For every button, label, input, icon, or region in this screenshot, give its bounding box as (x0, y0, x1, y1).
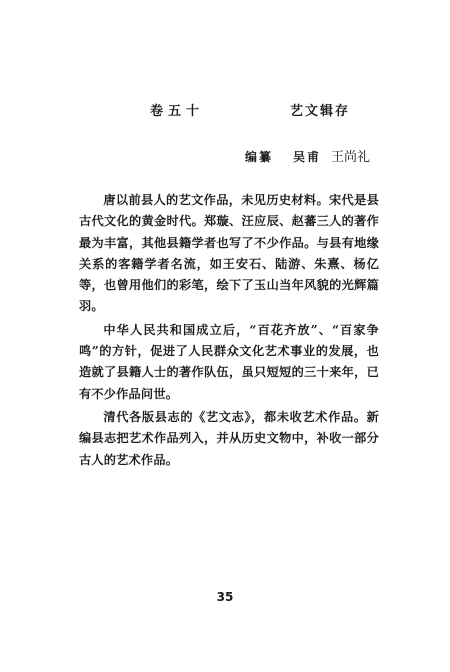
paragraph-3: 清代各版县志的《艺文志》，都未收艺术作品。新编县志把艺术作品列入，并从历史文物中，补收一部分古人的艺术作品。 (79, 409, 379, 467)
section-title: 艺文辑存 (290, 104, 351, 119)
page-number: 35 (216, 590, 234, 604)
editor-credits (245, 146, 425, 165)
editor-name-handwritten: 王尚礼 (331, 150, 371, 165)
paragraph-1: 唐以前县人的艺文作品，未见历史材料。宋代是县古代文化的黄金时代。郑璇、汪应辰、赵蕃三人的著作最为丰富，其他县籍学者也写了不少作品。与县有地缘关系的客籍学者名流，如王安石、陆游、朱熹、杨亿等，也曾用他们的彩笔，绘下了玉山当年风貌的光辉篇羽。 (79, 193, 379, 314)
editor-name-primary: 吴甫 (293, 150, 322, 164)
chapter-number: 卷五十 (150, 104, 205, 119)
body-text (79, 190, 379, 471)
chapter-heading (150, 100, 410, 119)
paragraph-2: 中华人民共和国成立后，“百花齐放”、“百家争鸣”的方针，促进了人民群众文化艺术事业的发展，也造就了县籍人士的著作队伍，虽只短短的三十来年，已有不少作品问世。 (79, 322, 379, 401)
editor-role-label: 编纂 (245, 150, 274, 164)
